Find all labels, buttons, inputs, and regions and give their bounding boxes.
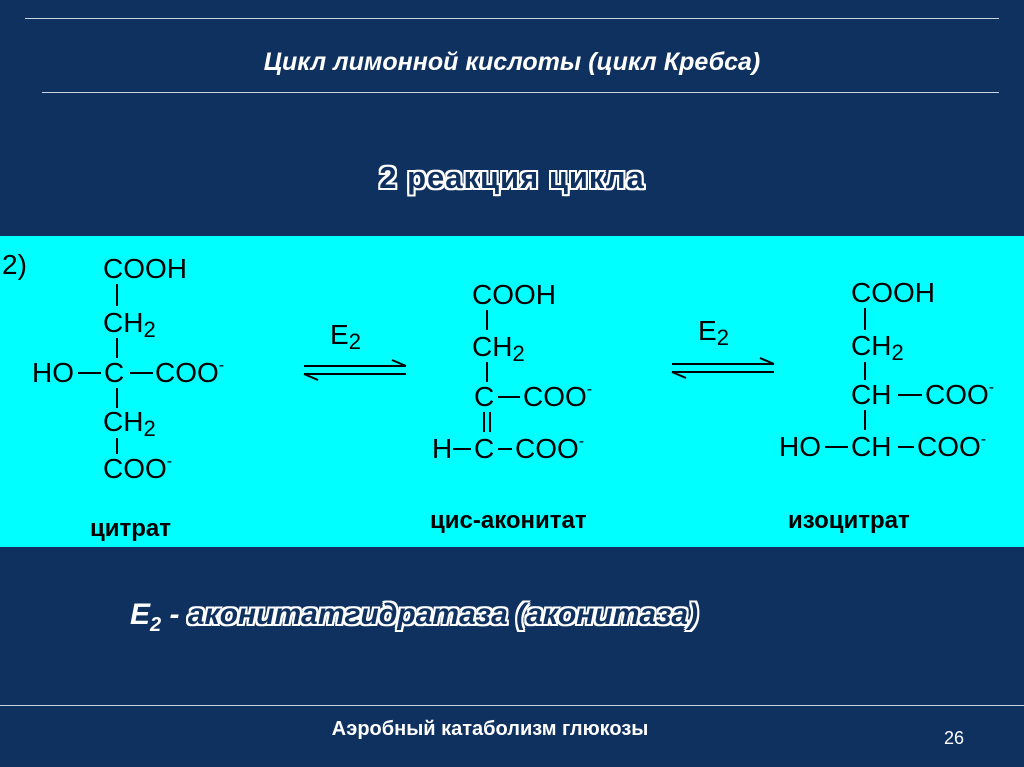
page-number: 26 [943,728,964,748]
footer-rule [0,705,1024,706]
arrow-2-enzyme: E2 [698,315,729,350]
arrow-1-enzyme: E2 [330,319,361,354]
aconitate-h: H [432,433,453,464]
top-rule [25,18,999,19]
isocitrate-cooh: COOH [851,277,935,308]
citrate-ch2-bottom: CH2 [103,406,156,441]
footer-text: Аэробный катаболизм глюкозы [331,718,649,740]
isocitrate-coo-bottom: COO- [917,431,987,462]
citrate-coo-mid: COO- [155,357,225,388]
title-underline [42,92,999,93]
citrate-ho: HO [32,357,74,388]
isocitrate-ch-top: CH [851,379,892,410]
aconitate-c-bottom: C [474,433,495,464]
reaction-subtitle: 2 реакция цикла [379,160,645,195]
aconitate-name: цис-аконитат [430,507,587,534]
aconitate-coo-bottom: COO- [515,433,585,464]
enzyme-dash: - [161,598,188,631]
citrate-cooh: COOH [103,253,187,284]
enzyme-name: аконитатгидратаза (аконитаза) [187,598,699,631]
aconitate-ch2: CH2 [472,331,525,366]
aconitate-cooh: COOH [472,279,556,310]
enzyme-definition [130,598,698,637]
isocitrate-ho: HO [779,431,821,462]
enzyme-subscript: 2 [150,614,162,636]
citrate-name: цитрат [90,515,172,542]
citrate-ch2-top: CH2 [103,307,156,342]
citrate-coo-bottom: COO- [103,453,173,484]
isocitrate-coo-mid: COO- [925,379,995,410]
isocitrate-name: изоцитрат [788,507,910,534]
enzyme-symbol: E [130,598,151,631]
citrate-c: C [104,357,125,388]
reaction-diagram [0,236,1024,547]
reaction-panel [0,236,1024,547]
isocitrate-ch2: CH2 [851,330,904,365]
equilibrium-arrow-2 [672,315,774,378]
aconitate-c: C [474,381,495,412]
isocitrate-ch-bottom: CH [851,431,892,462]
aconitate-coo-mid: COO- [523,381,593,412]
citrate-structure [32,253,224,542]
cis-aconitate-structure [430,279,592,534]
reaction-number: 2) [2,249,27,280]
slide-title: Цикл лимонной кислоты (цикл Кребса) [263,48,761,76]
equilibrium-arrow-1 [304,319,406,380]
isocitrate-structure [779,277,994,534]
